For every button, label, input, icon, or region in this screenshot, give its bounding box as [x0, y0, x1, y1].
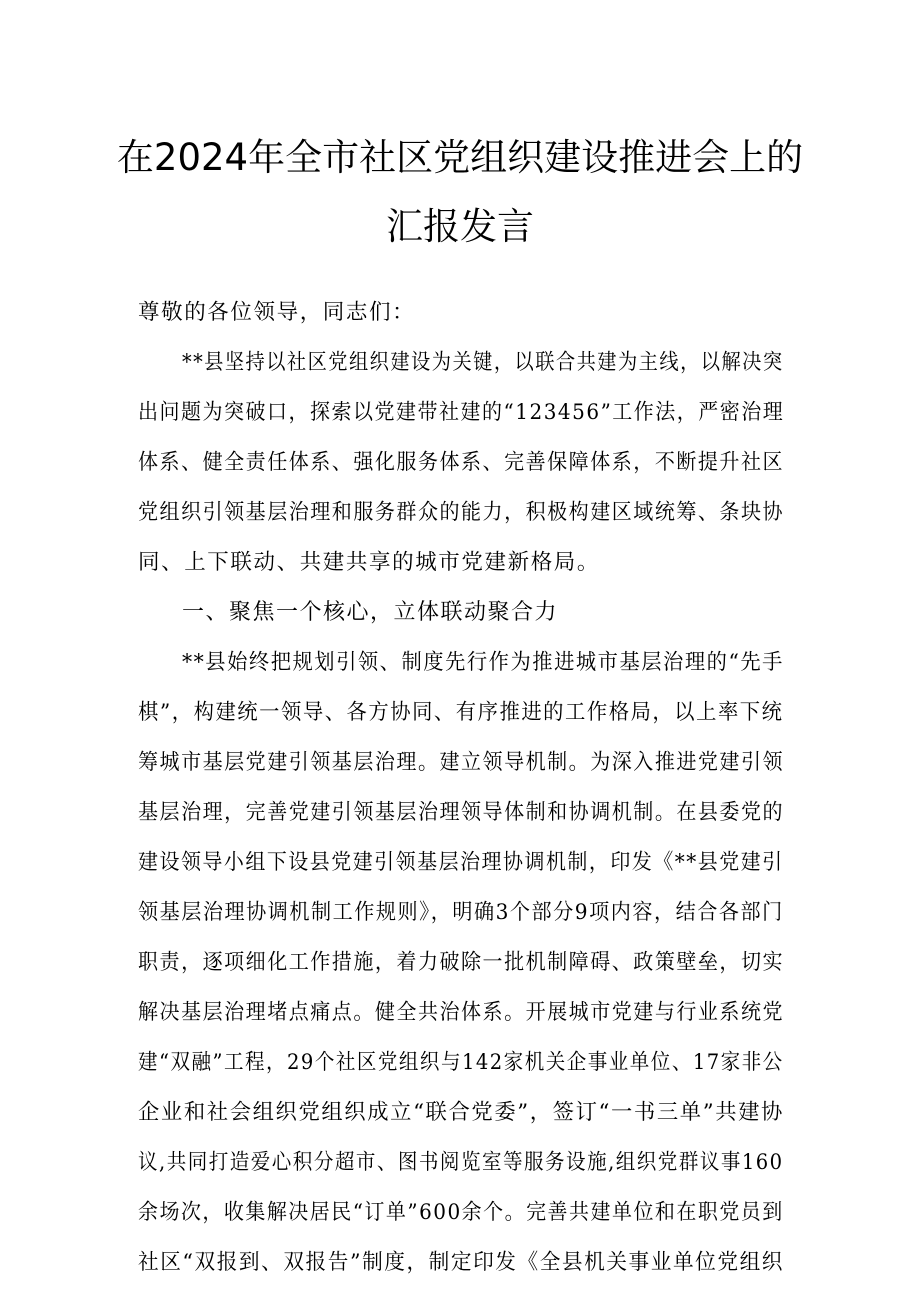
- section-1-line-13: 社区“双报到、双报告”制度，制定印发《全县机关事业单位党组织: [138, 1250, 784, 1275]
- document-title-line-1: 在2024年全市社区党组织建设推进会上的: [116, 136, 804, 179]
- section-1-line-12: 余场次，收集解决居民“订单”600余个。完善共建单位和在职党员到: [138, 1200, 784, 1225]
- section-1-line-4: 基层治理，完善党建引领基层治理领导体制和协调机制。在县委党的: [138, 800, 785, 825]
- section-1-line-5: 建设领导小组下设县党建引领基层治理协调机制，印发《**县党建引: [138, 850, 784, 875]
- document-title-line-2: 汇报发言: [386, 205, 534, 248]
- section-1-line-7: 职责，逐项细化工作措施，着力破除一批机制障碍、政策壁垒，切实: [138, 950, 785, 975]
- section-1-line-2: 棋”，构建统一领导、各方协同、有序推进的工作格局，以上率下统: [138, 700, 784, 725]
- intro-line-3: 体系、健全责任体系、强化服务体系、完善保障体系，不断提升社区: [138, 450, 785, 475]
- salutation: 尊敬的各位领导，同志们：: [138, 300, 416, 325]
- intro-line-2: 出问题为突破口，探索以党建带社建的“123456”工作法，严密治理: [138, 400, 785, 425]
- intro-line-1: **县坚持以社区党组织建设为关键，以联合共建为主线，以解决突: [182, 350, 784, 375]
- section-1-line-1: **县始终把规划引领、制度先行作为推进城市基层治理的“先手: [182, 650, 784, 675]
- section-1-line-10: 企业和社会组织党组织成立“联合党委”，签订“一书三单”共建协: [138, 1100, 784, 1125]
- section-1-line-11: 议,共同打造爱心积分超市、图书阅览室等服务设施,组织党群议事160: [138, 1150, 784, 1175]
- section-1-line-3: 筹城市基层党建引领基层治理。建立领导机制。为深入推进党建引领: [138, 750, 785, 775]
- section-1-line-6: 领基层治理协调机制工作规则》，明确3个部分9项内容，结合各部门: [138, 900, 784, 925]
- section-1-line-9: 建“双融”工程，29个社区党组织与142家机关企事业单位、17家非公: [138, 1050, 784, 1075]
- section-1-heading: 一、聚焦一个核心，立体联动聚合力: [182, 600, 559, 625]
- section-1-line-8: 解决基层治理堵点痛点。健全共治体系。开展城市党建与行业系统党: [138, 1000, 785, 1025]
- intro-line-5: 同、上下联动、共建共享的城市党建新格局。: [138, 550, 601, 575]
- intro-line-4: 党组织引领基层治理和服务群众的能力，积极构建区域统筹、条块协: [138, 500, 785, 525]
